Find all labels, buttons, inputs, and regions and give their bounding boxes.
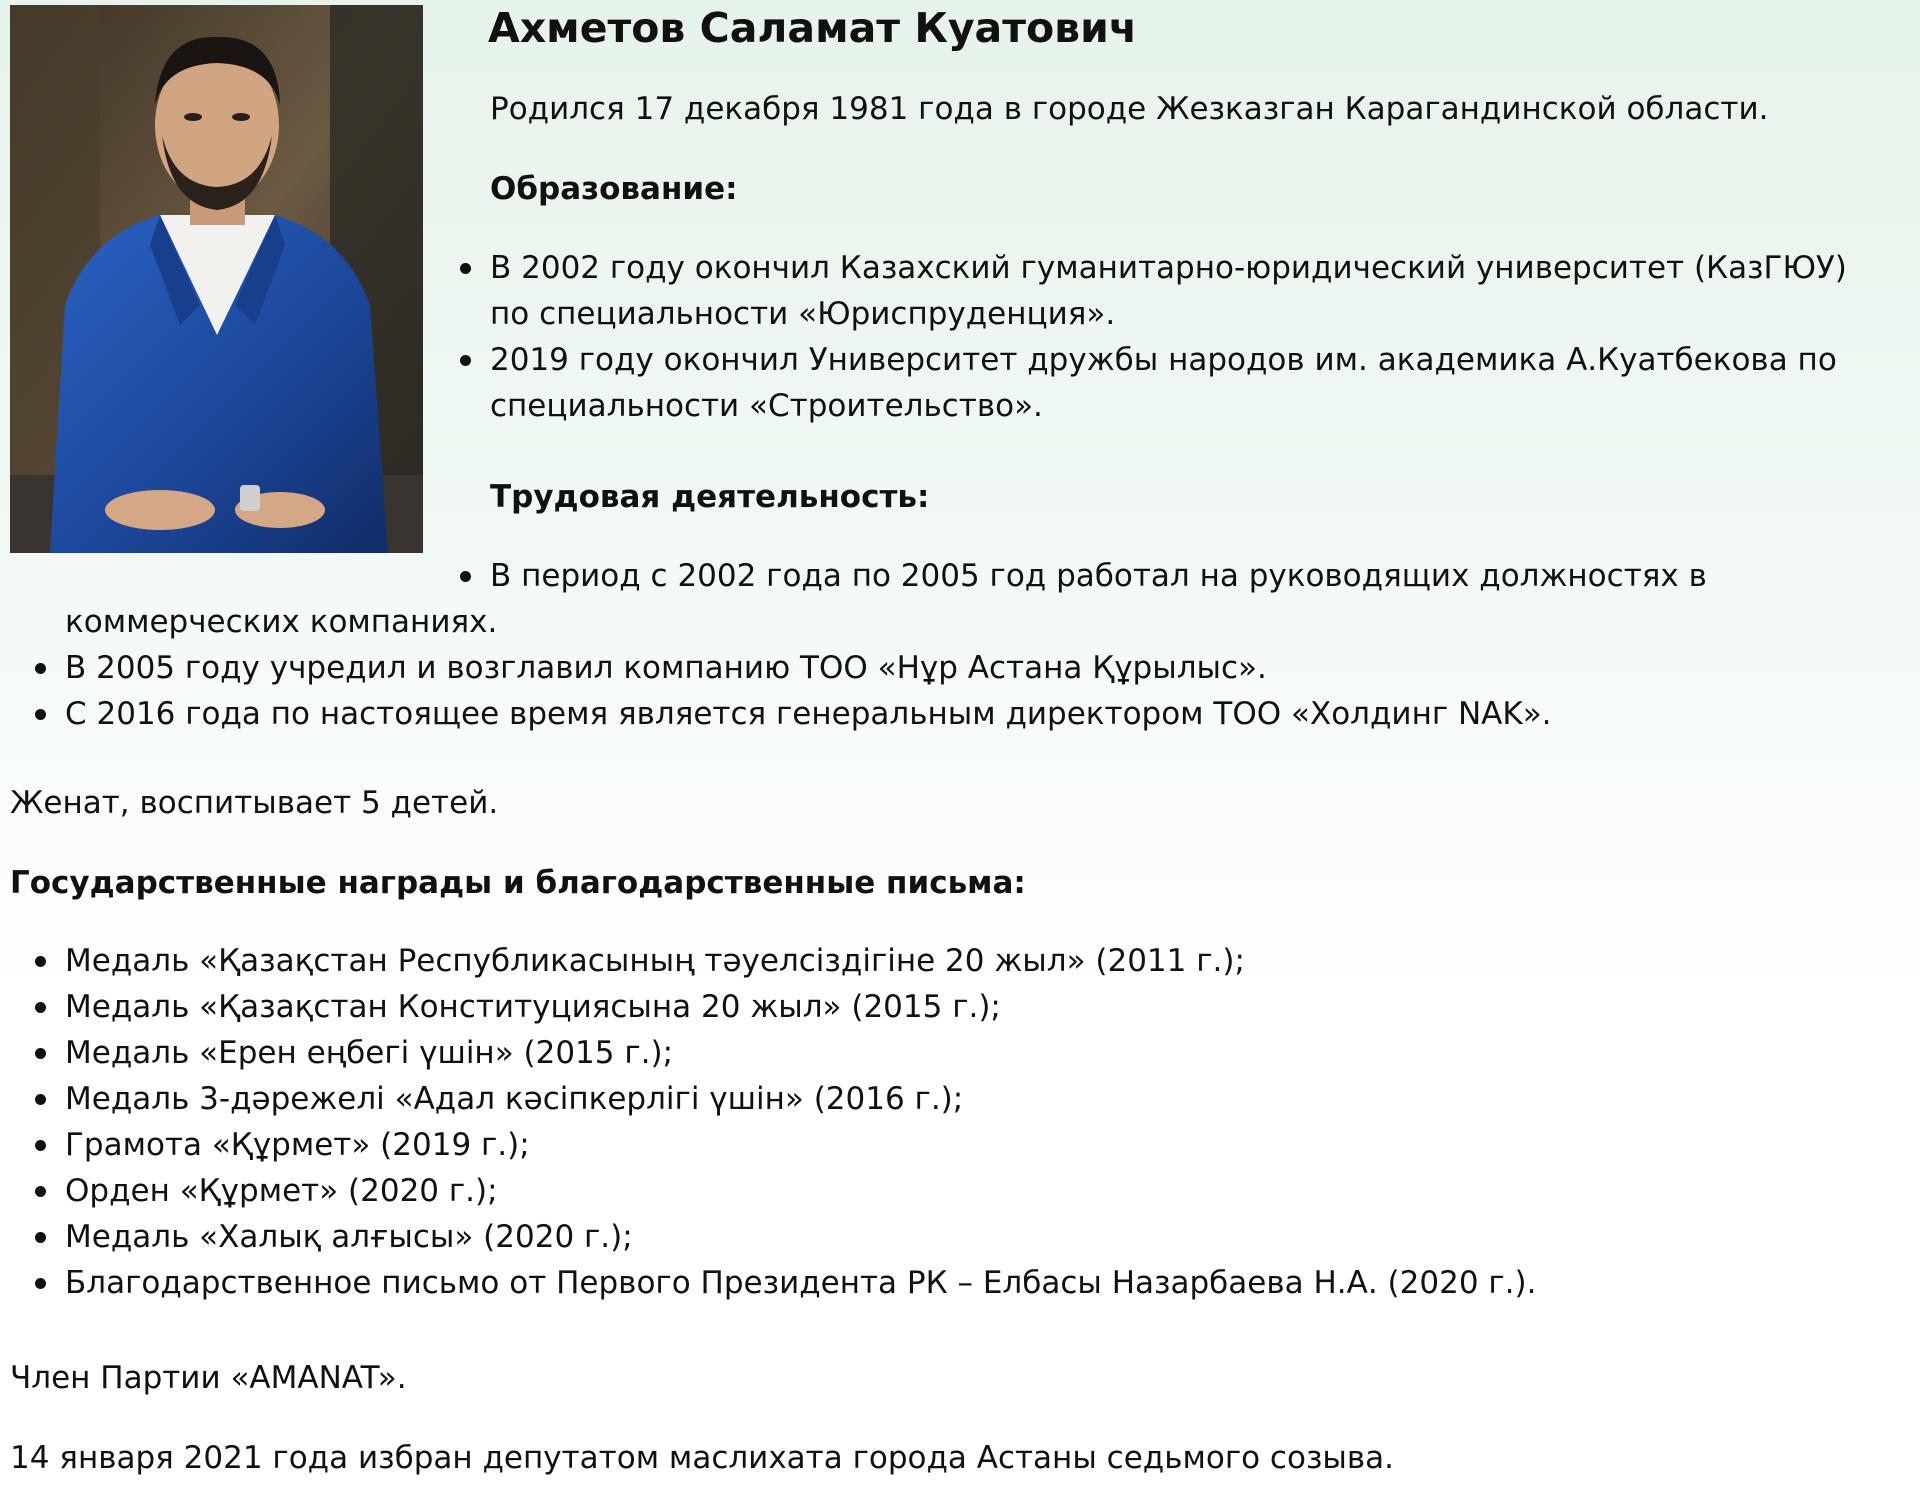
list-item: В 2005 году учредил и возглавил компанию ТОО «Нұр Астана Құрылыс». [65,650,1267,686]
family-info: Женат, воспитывает 5 детей. [10,785,499,821]
list-item: В период с 2002 года по 2005 год работал на руководящих должностях в [490,558,1707,594]
awards-list [65,938,1537,1306]
list-item: Медаль «Қазақстан Республикасының тәуелсіздігіне 20 жыл» (2011 г.); [65,943,1245,979]
list-item: Благодарственное письмо от Первого Президента РК – Елбасы Назарбаева Н.А. (2020 г.). [65,1265,1537,1301]
work-heading: Трудовая деятельность: [490,479,930,515]
list-item: Медаль «Халық алғысы» (2020 г.); [65,1219,633,1255]
list-item: С 2016 года по настоящее время является генеральным директором ТОО «Холдинг NAK». [65,696,1552,732]
education-list [490,245,1847,429]
list-item: Грамота «Құрмет» (2019 г.); [65,1127,530,1163]
work-list [65,645,1552,737]
birth-info: Родился 17 декабря 1981 года в городе Жезказган Карагандинской области. [490,91,1769,127]
list-item: Медаль «Қазақстан Конституциясына 20 жыл» (2015 г.); [65,989,1001,1025]
party-info: Член Партии «AMANAT». [10,1360,407,1396]
list-item: 2019 году окончил Университет дружбы народов им. академика А.Куатбекова по специальности «Строительство». [490,342,1837,424]
portrait-photo [10,5,423,553]
deputy-info: 14 января 2021 года избран депутатом маслихата города Астаны седьмого созыва. [10,1440,1395,1476]
page-title: Ахметов Саламат Куатович [488,4,1137,52]
work-first-continuation: коммерческих компаниях. [65,604,498,640]
list-item: В 2002 году окончил Казахский гуманитарно-юридический университет (КазГЮУ) по специальности «Юриспруденция». [490,250,1847,332]
awards-heading: Государственные награды и благодарственные письма: [10,865,1026,901]
list-item: Медаль 3-дәрежелі «Адал кәсіпкерлігі үшін» (2016 г.); [65,1081,964,1117]
list-item: Орден «Құрмет» (2020 г.); [65,1173,498,1209]
list-item: Медаль «Ерен еңбегі үшін» (2015 г.); [65,1035,674,1071]
education-heading: Образование: [490,171,738,207]
